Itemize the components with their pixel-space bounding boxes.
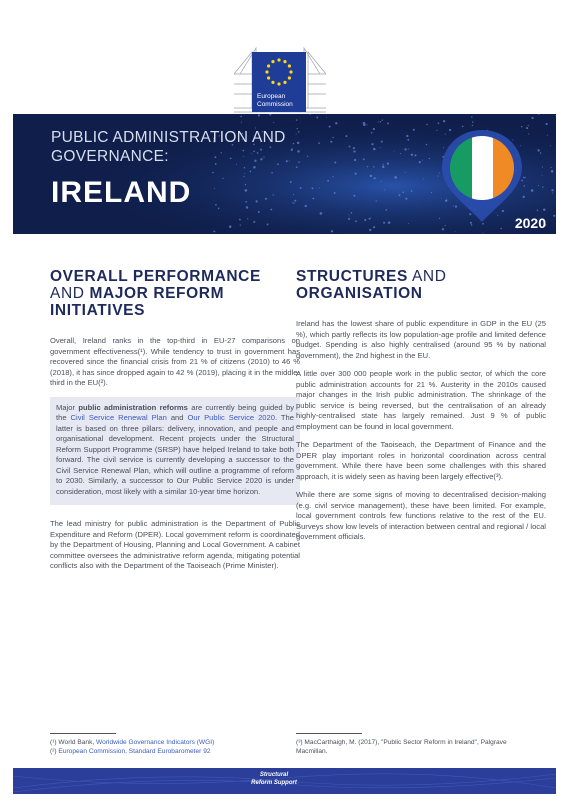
banner-dot [373,166,374,167]
banner-dot [212,172,214,174]
banner-dot [370,175,372,177]
footnote-divider [296,733,362,734]
footnote-1 [50,738,290,747]
banner-dot [553,215,555,217]
text-span: are currently being guided by the [56,402,294,422]
banner-dot [531,117,533,119]
banner-dot [245,184,246,185]
banner-dot [373,148,376,151]
banner-dot [258,211,260,213]
banner-dot [244,173,245,174]
banner-dot [538,185,539,186]
banner-dot [500,228,502,230]
banner-dot [385,209,387,211]
banner-dot [537,210,539,212]
left-column [50,268,300,580]
banner-dot [294,203,295,204]
banner-dot [250,171,252,173]
banner-dot [222,178,223,179]
performance-heading [50,268,300,319]
banner-dot [371,143,373,145]
banner-dot [214,188,215,189]
heading-line [50,285,300,302]
banner-dot [399,194,401,196]
ireland-flag-pin-icon [438,128,526,224]
banner-dot [367,124,368,125]
banner-dot [293,194,294,195]
reform-paragraph [56,403,294,498]
banner-dot [551,189,553,191]
banner-dot [388,221,391,224]
banner-dot [364,219,366,221]
banner-dot [271,172,273,174]
banner-dot [419,161,421,163]
banner-dot [483,233,484,234]
banner-dot [540,152,542,154]
banner-subtitle [51,128,351,166]
banner-dot [445,225,446,226]
expenditure-paragraph: Ireland has the lowest share of public expenditure in GDP in the EU (25 %), which partly reflects its low population-age profile and limited defence budget. Spending is also highly centralised (around 95 % by national government), the 2nd highest in the EU. [296,319,546,360]
banner-dot [312,187,314,189]
banner-dot [413,129,415,131]
banner-dot [240,224,241,225]
banner-dot [472,121,474,123]
footnote-text: (²) [50,748,59,755]
banner-dot [253,221,255,223]
banner-dot [246,206,248,208]
banner-dot [407,139,409,141]
banner-dot [265,198,267,200]
banner-dot [405,198,407,200]
banner-dot [531,189,534,192]
banner-dot [373,128,375,130]
footer-line1: Structural [259,772,289,778]
banner-dot [354,159,356,161]
banner-dot [383,222,385,224]
banner-dot [369,218,371,220]
banner-dot [244,167,245,168]
banner-dot [408,223,409,224]
banner-dot [383,164,384,165]
banner-title: IRELAND [51,176,192,209]
banner-dot [381,181,382,182]
banner-subtitle-line2: GOVERNANCE: [51,148,169,165]
banner-dot [243,176,244,177]
heading-light-text: AND [50,285,90,302]
banner-dot [370,217,371,218]
banner-dot [472,125,473,126]
banner-dot [394,151,395,152]
banner-dot [429,158,430,159]
banner-dot [363,158,365,160]
banner-dot [426,144,428,146]
banner-dot [528,125,529,126]
banner-dot [296,119,297,120]
banner-dot [471,116,472,117]
banner-dot [537,149,539,151]
banner-dot [353,195,355,197]
banner-dot [326,117,327,118]
footnotes-right [296,733,526,756]
banner-dot [382,120,383,121]
logo-text [257,93,293,108]
banner-dot [542,175,543,176]
logo-line1: European [257,93,286,100]
banner-dot [526,127,528,129]
banner-dot [247,218,248,219]
wgi-link[interactable]: Worldwide Governance Indicators (WGI) [96,739,215,746]
footnote-text: (¹) World Bank, [50,739,97,746]
banner-dot [355,220,357,222]
banner-dot [241,122,242,123]
banner-dot [229,225,232,228]
banner-dot [528,134,529,135]
banner-dot [415,154,417,156]
banner-dot [363,122,366,125]
banner-dot [258,114,260,116]
banner-dot [355,173,357,175]
banner-dot [387,122,389,124]
banner-dot [542,167,543,168]
footnote-2 [50,747,290,756]
logo-line2: Commission [257,100,293,108]
coordination-paragraph: The Department of the Taoiseach, the Department of Finance and the DPER play important roles in horizontal coordination across central government. While there have been some challenges with this shared approach, it is widely seen as having been largely effective(³). [296,440,546,481]
banner-dot [300,188,301,189]
banner-dot [290,181,292,183]
bold-span: public administration reforms [78,402,188,412]
banner-dot [253,166,256,169]
banner-dot [383,166,385,168]
banner-subtitle-line1: PUBLIC ADMINISTRATION AND [51,129,286,146]
banner-dot [406,135,408,137]
banner-dot [387,162,389,164]
banner-dot [380,121,381,122]
footnote-3: (³) MacCarthaigh, M. (2017), "Public Sector Reform in Ireland", Palgrave Macmillan. [296,739,507,755]
banner-dot [294,200,296,202]
banner-dot [273,194,274,195]
banner-dot [378,121,379,122]
banner-dot [351,212,353,214]
banner-dot [404,148,406,150]
eu-stars-icon [252,52,306,92]
banner-dot [218,209,219,210]
banner-dot [334,192,336,194]
text-span: and [166,413,188,422]
banner-dot [380,147,381,148]
footnotes-left [50,733,290,756]
heading-bold-text: STRUCTURES [296,268,408,285]
heading-line [296,268,546,285]
banner-dot [367,166,368,167]
year-label: 2020 [514,215,546,231]
banner-dot [312,198,314,200]
banner-dot [438,122,440,124]
banner-dot [547,135,548,136]
banner-dot [381,141,383,143]
text-span: Major [56,402,79,412]
banner-dot [462,126,464,128]
heading-line: ORGANISATION [296,285,423,302]
banner-dot [267,223,269,225]
heading-line: INITIATIVES [50,302,146,319]
text-span: . The latter is based on three pillars: delivery, innovation, and people and organisational development. Recent projects under the Structural Reform Support Programme (SRSP) have helped Ireland to take both forward. The civil service is currently developing a successor to the Civil Service Renewal Plan, which will outline a programme of reform to 2030. Similarly, a successor to Our Public Service 2020 is under consideration, most likely with a similar 10-year time horizon. [56,413,294,496]
banner-dot [376,200,377,201]
banner-dot [411,154,413,156]
banner-dot [305,205,307,207]
banner-dot [348,218,350,220]
banner-dot [431,192,432,193]
heading-light-text: AND [407,268,447,285]
banner-dot [384,189,385,190]
banner-dot [245,189,248,192]
banner-dot [349,214,350,215]
banner-dot [331,230,333,232]
banner-dot [373,226,375,228]
structural-reform-support-label [250,771,298,787]
banner-dot [542,186,543,187]
banner-dot [423,178,424,179]
banner-dot [405,172,406,173]
banner-dot [545,123,547,125]
banner-dot [240,116,242,118]
decentralisation-paragraph: While there are some signs of moving to decentralised decision-making (e.g. civil service management), these have been limited. For example, local government controls few functions relative to the rest of the EU. Surveys show low levels of interaction between central and regional / local government officials. [296,490,546,541]
banner-dot [239,219,241,221]
banner-dot [551,170,554,173]
banner-dot [550,167,551,168]
banner-dot [471,224,473,226]
banner-dot [403,192,405,194]
banner-dot [369,229,371,231]
banner-dot [443,120,445,122]
our-public-service-2020-link[interactable]: Our Public Service 2020 [187,413,275,422]
banner-dot [550,145,551,146]
heading-line: OVERALL PERFORMANCE [50,268,261,285]
banner-dot [255,200,257,202]
banner-dot [292,202,293,203]
banner-dot [215,204,217,206]
footer-line2: Reform Support [251,780,297,786]
banner-dot [296,166,298,168]
banner-dot [552,193,553,194]
banner-dot [422,160,423,161]
eurobarometer-link[interactable]: European Commission, Standard Eurobarometer 92 [58,748,211,755]
banner-dot [442,228,444,230]
banner-dot [246,201,247,202]
overall-paragraph: Overall, Ireland ranks in the top-third in EU-27 comparisons on government effectiveness(¹). While tendency to trust in government has recovered since the financial crisis from 21 % of citizens (2010) to 46 % (2018), it has since dropped again to 42 % (2019), placing it in the middle-third in the EU(²). [50,336,300,387]
banner-dot [353,150,355,152]
banner-dot [426,124,428,126]
banner-dot [332,176,333,177]
banner-dot [316,117,318,119]
banner-dot [374,177,376,179]
heading-bold-text: MAJOR REFORM [89,285,225,302]
banner-dot [455,231,456,232]
employment-paragraph: A little over 300 000 people work in the public sector, of which the core public administration accounts for 21 %. Austerity in the 2010s caused major changes in the Irish public administration. The shrinkage of the public service is being reversed, but the centralisation of an already highly-centralised state has largely remained. Just 9 % of public employment can be found in local government. [296,369,546,431]
structures-heading [296,268,546,302]
civil-service-renewal-plan-link[interactable]: Civil Service Renewal Plan [70,413,167,422]
banner-dot [319,187,320,188]
banner-dot [270,209,272,211]
right-column [296,268,546,551]
reform-highlight-box [50,397,300,506]
banner-dot [394,176,397,179]
banner-dot [320,212,323,215]
lead-ministry-paragraph: The lead ministry for public administration is the Department of Public Expenditure and Reform (DPER). Local government reform is coordinated by the Department of Housing, Planning and Local Government. A cabinet committee oversees the administrative reform agenda, mitigating potential conflicts also with the Department of the Taoiseach (Prime Minister). [50,519,300,570]
banner-dot [371,132,373,134]
banner-dot [273,122,274,123]
banner-dot [327,180,329,182]
banner-dot [400,153,401,154]
banner-dot [543,209,545,211]
footnote-divider [50,733,116,734]
banner-dot [213,230,215,232]
banner-dot [353,147,355,149]
banner-dot [411,190,413,192]
banner-dot [555,115,556,116]
banner-dot [335,122,337,124]
banner-dot [408,148,409,149]
